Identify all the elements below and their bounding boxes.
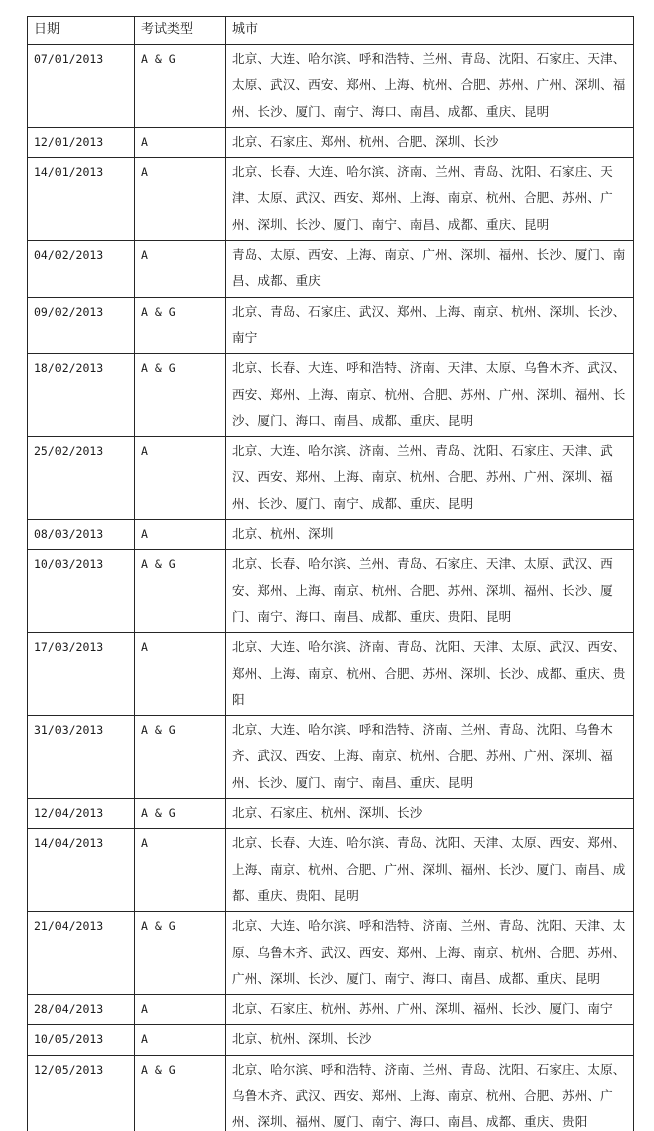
table-row	[28, 1055, 634, 1131]
date-cell: 28/04/2013	[28, 995, 135, 1025]
cities-cell: 北京、石家庄、杭州、苏州、广州、深圳、福州、长沙、厦门、南宁	[226, 995, 634, 1025]
table-row	[28, 520, 634, 550]
exam-type-cell: A	[135, 520, 226, 550]
cities-cell: 北京、石家庄、郑州、杭州、合肥、深圳、长沙	[226, 127, 634, 157]
table-row	[28, 716, 634, 799]
exam-type-cell: A & G	[135, 912, 226, 995]
date-cell: 09/02/2013	[28, 297, 135, 354]
exam-type-cell: A	[135, 127, 226, 157]
header-exam-type: 考试类型	[135, 17, 226, 45]
exam-type-cell: A	[135, 437, 226, 520]
date-cell: 31/03/2013	[28, 716, 135, 799]
cities-cell: 北京、大连、哈尔滨、呼和浩特、济南、兰州、青岛、沈阳、乌鲁木齐、武汉、西安、上海、南京、杭州、合肥、苏州、广州、深圳、福州、长沙、厦门、南宁、南昌、重庆、昆明	[226, 716, 634, 799]
table-row	[28, 158, 634, 241]
table-header-row	[28, 17, 634, 45]
exam-type-cell: A & G	[135, 716, 226, 799]
table-row	[28, 437, 634, 520]
date-cell: 04/02/2013	[28, 241, 135, 298]
exam-type-cell: A & G	[135, 550, 226, 633]
table-row	[28, 550, 634, 633]
exam-type-cell: A & G	[135, 45, 226, 128]
table-row	[28, 912, 634, 995]
date-cell: 14/04/2013	[28, 829, 135, 912]
header-cities: 城市	[226, 17, 634, 45]
cities-cell: 北京、青岛、石家庄、武汉、郑州、上海、南京、杭州、深圳、长沙、南宁	[226, 297, 634, 354]
exam-type-cell: A & G	[135, 354, 226, 437]
exam-type-cell: A	[135, 829, 226, 912]
table-row	[28, 354, 634, 437]
table-row	[28, 799, 634, 829]
cities-cell: 北京、长春、大连、哈尔滨、青岛、沈阳、天津、太原、西安、郑州、上海、南京、杭州、合肥、广州、深圳、福州、长沙、厦门、南昌、成都、重庆、贵阳、昆明	[226, 829, 634, 912]
cities-cell: 北京、哈尔滨、呼和浩特、济南、兰州、青岛、沈阳、石家庄、太原、乌鲁木齐、武汉、西安、郑州、上海、南京、杭州、合肥、苏州、广州、深圳、福州、厦门、南宁、海口、南昌、成都、重庆、贵阳	[226, 1055, 634, 1131]
date-cell: 08/03/2013	[28, 520, 135, 550]
cities-cell: 北京、长春、哈尔滨、兰州、青岛、石家庄、天津、太原、武汉、西安、郑州、上海、南京、杭州、合肥、苏州、深圳、福州、长沙、厦门、南宁、海口、南昌、成都、重庆、贵阳、昆明	[226, 550, 634, 633]
exam-type-cell: A	[135, 1025, 226, 1055]
cities-cell: 北京、大连、哈尔滨、呼和浩特、济南、兰州、青岛、沈阳、天津、太原、乌鲁木齐、武汉、西安、郑州、上海、南京、杭州、合肥、苏州、广州、深圳、长沙、厦门、南宁、海口、南昌、成都、重庆、昆明	[226, 912, 634, 995]
header-date: 日期	[28, 17, 135, 45]
date-cell: 25/02/2013	[28, 437, 135, 520]
exam-type-cell: A	[135, 995, 226, 1025]
table-row	[28, 241, 634, 298]
exam-type-cell: A & G	[135, 1055, 226, 1131]
date-cell: 21/04/2013	[28, 912, 135, 995]
cities-cell: 北京、石家庄、杭州、深圳、长沙	[226, 799, 634, 829]
cities-cell: 北京、长春、大连、呼和浩特、济南、天津、太原、乌鲁木齐、武汉、西安、郑州、上海、南京、杭州、合肥、苏州、广州、深圳、福州、长沙、厦门、海口、南昌、成都、重庆、昆明	[226, 354, 634, 437]
date-cell: 12/04/2013	[28, 799, 135, 829]
date-cell: 07/01/2013	[28, 45, 135, 128]
table-body	[28, 45, 634, 1131]
table-row	[28, 297, 634, 354]
date-cell: 12/01/2013	[28, 127, 135, 157]
exam-type-cell: A	[135, 158, 226, 241]
table-row	[28, 995, 634, 1025]
cities-cell: 北京、大连、哈尔滨、济南、青岛、沈阳、天津、太原、武汉、西安、郑州、上海、南京、杭州、合肥、苏州、深圳、长沙、成都、重庆、贵阳	[226, 633, 634, 716]
date-cell: 10/03/2013	[28, 550, 135, 633]
cities-cell: 北京、大连、哈尔滨、呼和浩特、兰州、青岛、沈阳、石家庄、天津、太原、武汉、西安、郑州、上海、杭州、合肥、苏州、广州、深圳、福州、长沙、厦门、南宁、海口、南昌、成都、重庆、昆明	[226, 45, 634, 128]
cities-cell: 北京、杭州、深圳	[226, 520, 634, 550]
cities-cell: 北京、杭州、深圳、长沙	[226, 1025, 634, 1055]
date-cell: 10/05/2013	[28, 1025, 135, 1055]
exam-type-cell: A	[135, 241, 226, 298]
exam-type-cell: A & G	[135, 297, 226, 354]
table-row	[28, 1025, 634, 1055]
table-row	[28, 45, 634, 128]
date-cell: 12/05/2013	[28, 1055, 135, 1131]
table-row	[28, 127, 634, 157]
date-cell: 14/01/2013	[28, 158, 135, 241]
exam-type-cell: A	[135, 633, 226, 716]
date-cell: 18/02/2013	[28, 354, 135, 437]
cities-cell: 北京、大连、哈尔滨、济南、兰州、青岛、沈阳、石家庄、天津、武汉、西安、郑州、上海、南京、杭州、合肥、苏州、广州、深圳、福州、长沙、厦门、南宁、成都、重庆、昆明	[226, 437, 634, 520]
exam-type-cell: A & G	[135, 799, 226, 829]
cities-cell: 青岛、太原、西安、上海、南京、广州、深圳、福州、长沙、厦门、南昌、成都、重庆	[226, 241, 634, 298]
table-row	[28, 829, 634, 912]
table-row	[28, 633, 634, 716]
exam-schedule-table	[27, 16, 634, 1131]
date-cell: 17/03/2013	[28, 633, 135, 716]
cities-cell: 北京、长春、大连、哈尔滨、济南、兰州、青岛、沈阳、石家庄、天津、太原、武汉、西安、郑州、上海、南京、杭州、合肥、苏州、广州、深圳、长沙、厦门、南宁、南昌、成都、重庆、昆明	[226, 158, 634, 241]
